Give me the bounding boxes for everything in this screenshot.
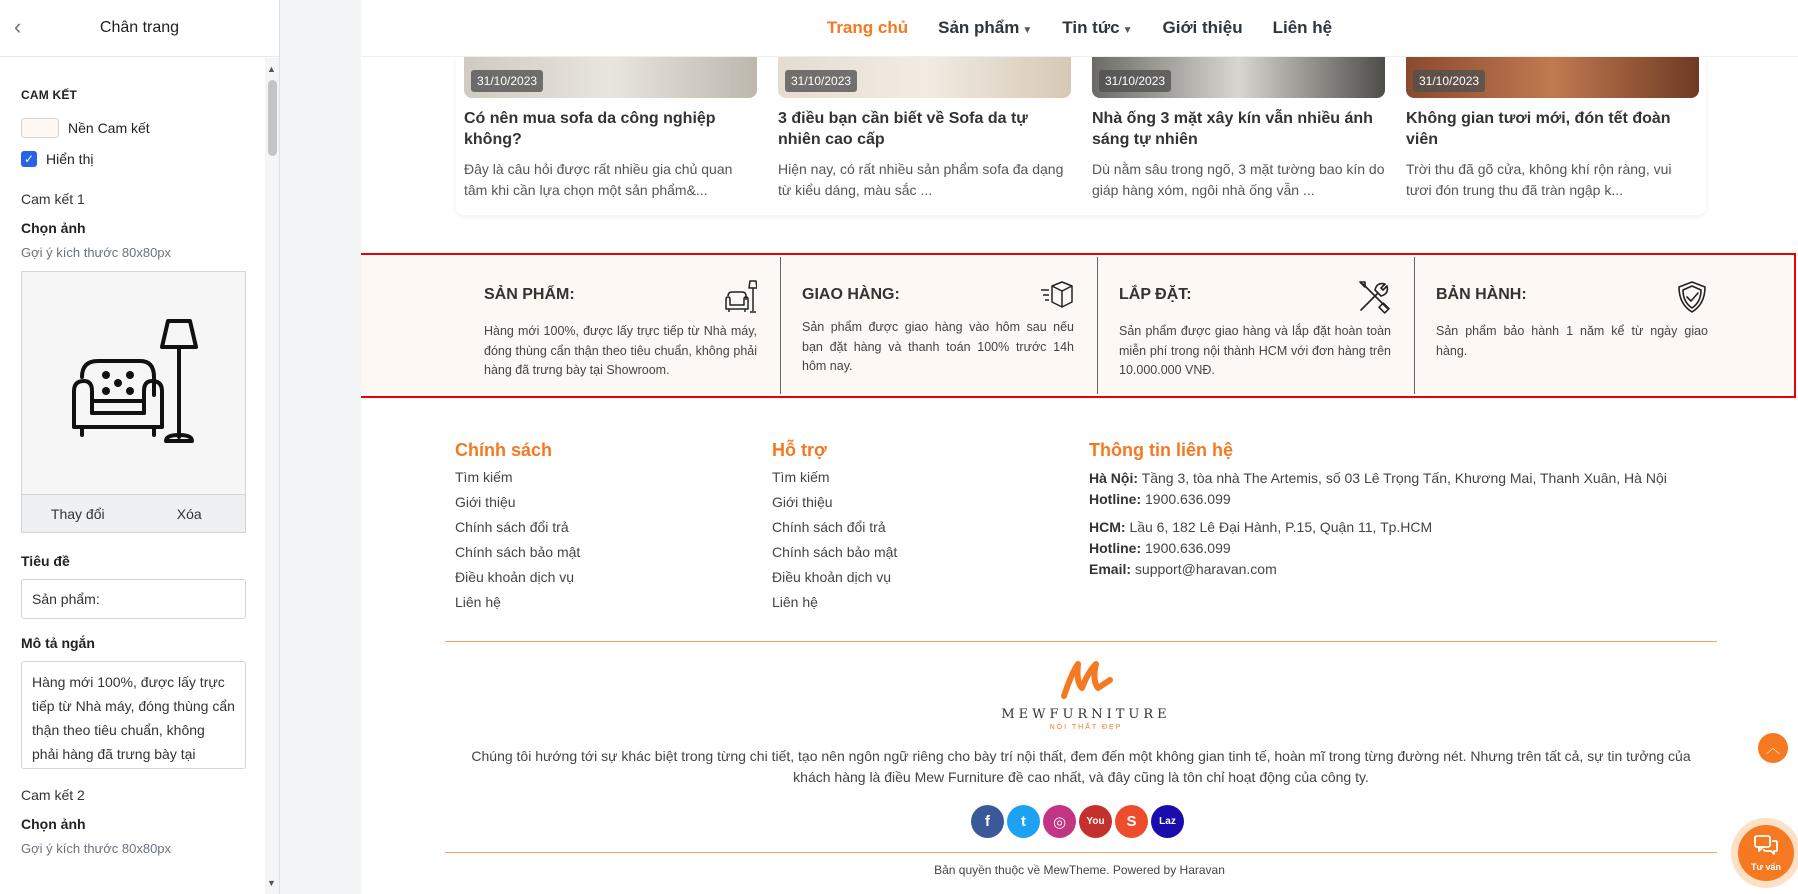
commitment-item — [780, 257, 1097, 394]
post-title[interactable]: Nhà ống 3 mặt xây kín vẫn nhiều ánh sáng tự nhiên — [1092, 110, 1373, 148]
support-column — [772, 440, 897, 611]
nav-news[interactable]: Tin tức ▼ — [1062, 18, 1133, 37]
nav-products[interactable]: Sản phẩm ▼ — [938, 18, 1033, 37]
size-hint-2: Gợi ý kích thước 80x80px — [21, 841, 172, 856]
scroll-down-icon[interactable]: ▼ — [267, 878, 276, 888]
bg-color-swatch[interactable] — [21, 118, 59, 138]
armchair-lamp-icon — [68, 317, 198, 447]
commitment-section[interactable] — [361, 253, 1796, 398]
facebook-icon[interactable]: f — [971, 805, 1004, 838]
logo-subtext: NỘI THẤT ĐẸP — [1049, 724, 1123, 731]
settings-panel — [0, 0, 280, 894]
image-preview — [21, 271, 246, 495]
footer-link[interactable]: Liên hệ — [772, 594, 818, 610]
post-date: 31/10/2023 — [471, 70, 543, 92]
instagram-icon[interactable]: ◎ — [1043, 805, 1076, 838]
back-icon[interactable]: ‹ — [14, 14, 22, 39]
site-preview — [361, 0, 1798, 894]
commitment-item — [1097, 257, 1414, 394]
image-actions — [21, 495, 246, 533]
shield-check-icon — [1676, 280, 1708, 314]
footer-link[interactable]: Giới thiệu — [772, 494, 833, 510]
footer-link[interactable]: Điều khoản dịch vụ — [772, 569, 892, 585]
section-title: CAM KẾT — [21, 88, 78, 102]
contact-column — [1089, 440, 1689, 580]
panel-header — [0, 0, 279, 57]
blog-post[interactable] — [1092, 57, 1385, 201]
commitment-desc: Sản phẩm được giao hàng vào hôm sau nếu bạn đặt hàng và thanh toán 100% trước 14h hôm nay. — [802, 320, 1074, 373]
show-checkbox[interactable]: ✓ — [21, 151, 37, 167]
footer-link[interactable]: Tìm kiếm — [455, 469, 513, 485]
choose-image-label-2: Chọn ảnh — [21, 816, 86, 832]
chevron-down-icon: ▼ — [1022, 25, 1033, 36]
choose-image-label: Chọn ảnh — [21, 220, 86, 236]
email-link[interactable]: support@haravan.com — [1134, 561, 1277, 577]
show-row — [21, 151, 245, 167]
commitment-desc: Sản phẩm bảo hành 1 năm kể từ ngày giao hàng. — [1436, 324, 1708, 358]
nav-contact[interactable]: Liên hệ — [1272, 18, 1333, 37]
post-date: 31/10/2023 — [1413, 70, 1485, 92]
post-image[interactable] — [1406, 57, 1699, 98]
panel-body — [0, 58, 266, 894]
post-title[interactable]: Không gian tươi mới, đón tết đoàn viên — [1406, 110, 1671, 148]
blog-post[interactable] — [778, 57, 1071, 201]
email-line: Email: support@haravan.com — [1089, 561, 1277, 577]
shopee-icon[interactable]: S — [1115, 805, 1148, 838]
post-date: 31/10/2023 — [1099, 70, 1171, 92]
about-text: Chúng tôi hướng tới sự khác biệt trong từng chi tiết, tạo nên ngôn ngữ riêng cho bày trí nội thất, đem đến một không gian tinh tế, hoàn mĩ trong từng đường nét. Nhưng trên tất cả, sự tin tưởng của khách hàng là điều Mew Furniture đề cao nhất, và đây cũng là tôn chỉ hoạt động của công ty. — [471, 748, 1691, 785]
scroll-thumb[interactable] — [268, 80, 277, 156]
lazada-icon[interactable]: Laz — [1151, 805, 1184, 838]
delivery-box-icon — [1040, 280, 1074, 310]
copyright: Bản quyền thuộc về MewTheme. Powered by Haravan — [934, 863, 1225, 877]
show-label: Hiển thị — [46, 151, 94, 167]
commitment-bg — [361, 257, 1792, 394]
chevron-up-icon: ︿ — [1766, 740, 1780, 756]
footer-divider-2 — [445, 852, 1717, 853]
hanoi-hotline: Hotline: 1900.636.099 — [1089, 491, 1231, 507]
armchair-lamp-icon — [725, 280, 757, 314]
chevron-down-icon: ▼ — [1122, 25, 1133, 36]
social-links — [971, 805, 1187, 838]
panel-title: Chân trang — [99, 19, 180, 36]
policy-column — [455, 440, 580, 611]
title-input[interactable]: Sản phẩm: — [21, 579, 246, 619]
post-image[interactable] — [1092, 57, 1385, 98]
logo-text: MEWFURNITURE — [1001, 707, 1171, 722]
blog-post[interactable] — [464, 57, 757, 201]
post-desc: Dù nằm sâu trong ngõ, 3 mặt tường bao kín do giáp hàng xóm, ngôi nhà ống vẫn ... — [1092, 161, 1385, 198]
desc-field-label: Mô tả ngắn — [21, 635, 95, 651]
nav-home[interactable]: Trang chủ — [826, 18, 909, 37]
post-desc: Đây là câu hỏi được rất nhiều gia chủ quan tâm khi cần lựa chọn một sản phẩm&... — [464, 161, 733, 198]
post-desc: Hiện nay, có rất nhiều sản phẩm sofa đa dạng từ kiểu dáng, màu sắc ... — [778, 161, 1064, 198]
commitment-title: BẢN HÀNH: — [1436, 286, 1527, 303]
commitment-title: SẢN PHẨM: — [484, 286, 575, 303]
consult-label: Tư vấn — [1750, 862, 1782, 872]
contact-title: Thông tin liên hệ — [1089, 440, 1233, 460]
footer-link[interactable]: Chính sách đổi trả — [455, 519, 569, 535]
scroll-to-top-button[interactable] — [1758, 733, 1788, 763]
youtube-icon[interactable]: You — [1079, 805, 1112, 838]
bg-color-label: Nền Cam kết — [68, 120, 150, 136]
commitment-title: GIAO HÀNG: — [802, 286, 900, 303]
hcm-hotline: Hotline: 1900.636.099 — [1089, 540, 1231, 556]
footer-link[interactable]: Chính sách bảo mật — [455, 544, 581, 560]
post-image[interactable] — [464, 57, 757, 98]
blog-list — [456, 57, 1706, 215]
bg-color-row — [21, 118, 245, 138]
footer-divider — [445, 641, 1717, 642]
delete-image-button[interactable]: Xóa — [176, 505, 202, 522]
twitter-icon[interactable]: t — [1007, 805, 1040, 838]
policy-title: Chính sách — [455, 440, 553, 460]
consult-inner — [1738, 825, 1794, 881]
support-title: Hỗ trợ — [772, 440, 827, 460]
consult-button[interactable] — [1731, 818, 1798, 888]
commitment-desc: Hàng mới 100%, được lấy trực tiếp từ Nhà máy, đóng thùng cẩn thận theo tiêu chuẩn, không phải hàng đã trưng bày tại Showroom. — [484, 324, 757, 377]
post-image[interactable] — [778, 57, 1071, 98]
footer-link[interactable]: Giới thiệu — [455, 494, 516, 510]
post-title[interactable]: 3 điều bạn cần biết về Sofa da tự nhiên cao cấp — [778, 110, 1028, 148]
hcm-address: HCM: Lầu 6, 182 Lê Đại Hành, P.15, Quận 11, Tp.HCM — [1089, 519, 1433, 535]
commitment-item — [1414, 257, 1731, 394]
title-field-label: Tiêu đề — [21, 553, 70, 569]
commitment-item — [463, 257, 780, 394]
scroll-up-icon[interactable]: ▲ — [267, 64, 276, 74]
chat-bubble-icon — [1754, 835, 1778, 857]
footer-link[interactable]: Điều khoản dịch vụ — [455, 569, 575, 585]
logo-mark-icon — [1058, 658, 1114, 700]
desc-textarea[interactable]: Hàng mới 100%, được lấy trực tiếp từ Nhà máy, đóng thùng cẩn thận theo tiêu chuẩn, không phải hàng đã trưng bày tại — [21, 661, 246, 769]
hanoi-address: Hà Nội: Tầng 3, tòa nhà The Artemis, số 03 Lê Trọng Tấn, Khương Mai, Thanh Xuân, Hà Nội — [1089, 470, 1667, 486]
post-desc: Trời thu đã gõ cửa, không khí rộn ràng, vui tươi đón trung thu đã tràn ngập k... — [1406, 161, 1672, 198]
item1-label: Cam kết 1 — [21, 191, 85, 207]
change-image-button[interactable]: Thay đổi — [50, 505, 105, 522]
tools-icon — [1357, 280, 1391, 314]
item2-label: Cam kết 2 — [21, 787, 85, 803]
footer-link[interactable]: Chính sách đổi trả — [772, 519, 886, 535]
commitment-title: LẮP ĐẶT: — [1119, 286, 1192, 303]
footer-link[interactable]: Tìm kiếm — [772, 469, 830, 485]
brand-logo[interactable] — [986, 658, 1186, 734]
commitment-desc: Sản phẩm được giao hàng và lắp đặt hoàn toàn miễn phí trong nội thành HCM với đơn hàng trên 10.000.000 VNĐ. — [1119, 324, 1391, 377]
panel-scrollbar[interactable] — [265, 58, 279, 894]
footer-link[interactable]: Liên hệ — [455, 594, 501, 610]
post-date: 31/10/2023 — [785, 70, 857, 92]
post-title[interactable]: Có nên mua sofa da công nghiệp không? — [464, 110, 716, 148]
footer-link[interactable]: Chính sách bảo mật — [772, 544, 898, 560]
nav-about[interactable]: Giới thiệu — [1162, 18, 1243, 37]
blog-post[interactable] — [1406, 57, 1699, 201]
main-nav — [361, 0, 1798, 57]
size-hint: Gợi ý kích thước 80x80px — [21, 245, 172, 260]
